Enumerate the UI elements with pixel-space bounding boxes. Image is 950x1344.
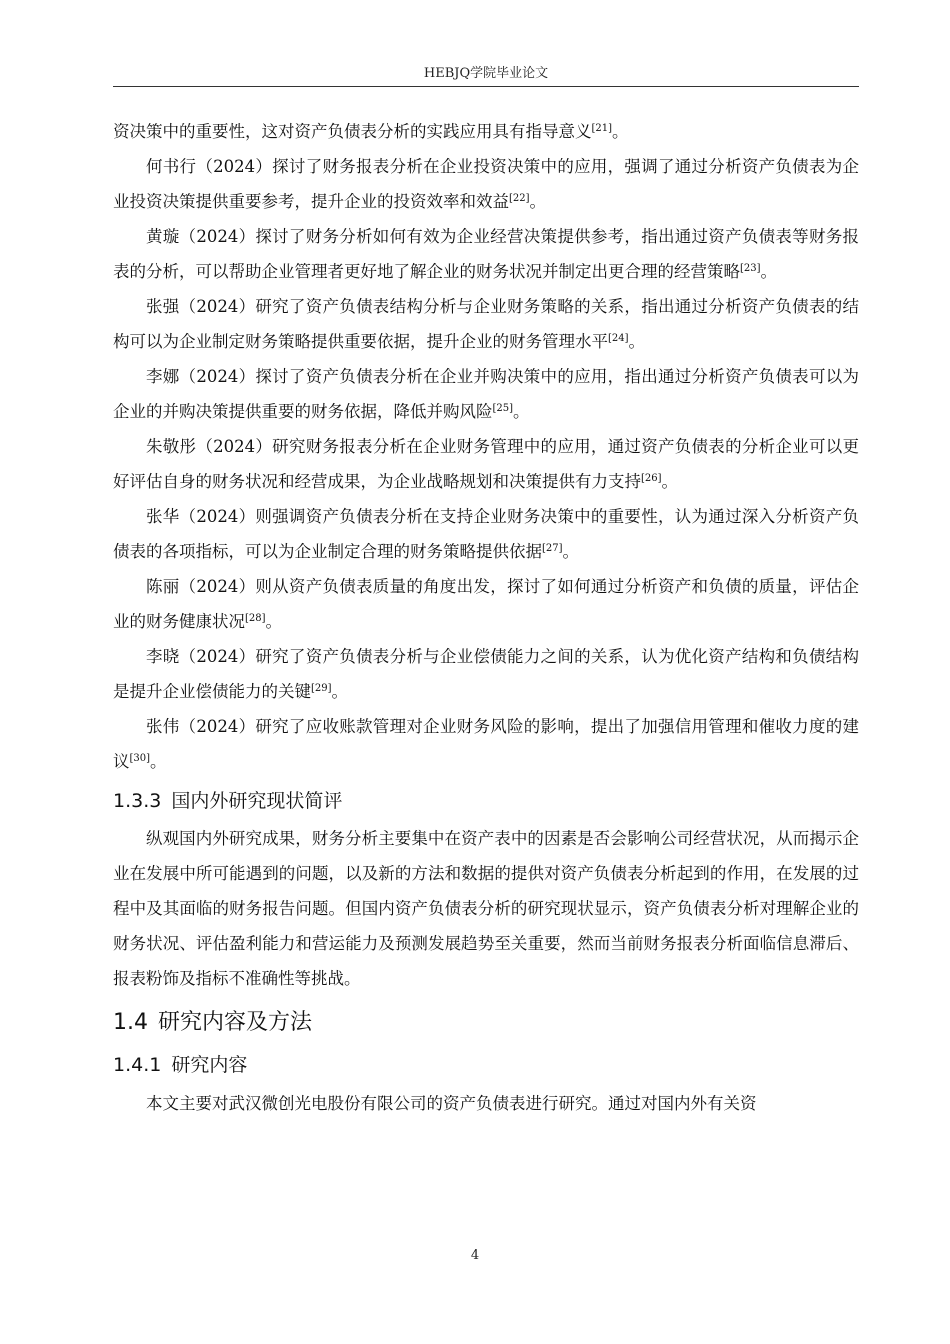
citation: [30] [129,753,151,764]
paragraph: 张华（2024）则强调资产负债表分析在支持企业财务决策中的重要性，认为通过深入分析资产负债表的各项指标，可以为企业制定合理的财务策略提供依据[27]。 [113,507,859,561]
paragraph: 本文主要对武汉微创光电股份有限公司的资产负债表进行研究。通过对国内外有关资 [146,1094,757,1113]
citation: [25] [492,403,514,414]
citation: [23] [740,263,761,274]
paragraph: 张强（2024）研究了资产负债表结构分析与企业财务策略的关系，指出通过分析资产负债表的结构可以为企业制定财务策略提供重要依据，提升企业的财务管理水平[24]。 [113,297,859,351]
paragraph: 资决策中的重要性，这对资产负债表分析的实践应用具有指导意义[21]。 [113,122,629,141]
paragraph: 李晓（2024）研究了资产负债表分析与企业偿债能力之间的关系，认为优化资产结构和负债结构是提升企业偿债能力的关键[29]。 [113,647,859,701]
paragraph: 何书行（2024）探讨了财务报表分析在企业投资决策中的应用，强调了通过分析资产负债表为企业投资决策提供重要参考，提升企业的投资效率和效益[22]。 [113,157,859,211]
citation: [24] [608,333,629,344]
paragraph: 朱敬彤（2024）研究财务报表分析在企业财务管理中的应用，通过资产负债表的分析企业可以更好评估自身的财务状况和经营成果，为企业战略规划和决策提供有力支持[26]。 [113,437,859,491]
citation: [29] [311,683,332,694]
section-heading-1-4-1: 1.4.1 研究内容 [113,1054,248,1076]
running-header: HEBJQ学院毕业论文 [423,66,549,81]
citation: [26] [641,473,662,484]
paragraph: 黄璇（2024）探讨了财务分析如何有效为企业经营决策提供参考，指出通过资产负债表等财务报表的分析，可以帮助企业管理者更好地了解企业的财务状况并制定出更合理的经营策略[23]。 [113,227,859,281]
page-number: 4 [470,1248,480,1263]
paragraph: 纵观国内外研究成果，财务分析主要集中在资产表中的因素是否会影响公司经营状况，从而揭示企业在发展中所可能遇到的问题，以及新的方法和数据的提供对资产负债表分析起到的作用，在发展的过程中及其面临的财务报告问题。但国内资产负债表分析的研究现状显示，资产负债表分析对理解企业的财务状况、评估盈利能力和营运能力及预测发展趋势至关重要，然而当前财务报表分析面临信息滞后、报表粉饰及指标不准确性等挑战。 [113,829,859,988]
citation: [27] [542,543,563,554]
citation: [28] [245,613,266,624]
header-rule [113,86,859,87]
section-heading-1-4: 1.4 研究内容及方法 [113,1010,313,1035]
paragraph: 张伟（2024）研究了应收账款管理对企业财务风险的影响，提出了加强信用管理和催收力度的建议[30]。 [113,717,859,771]
page-body [113,114,859,1121]
citation: [21] [591,123,613,134]
paragraph: 陈丽（2024）则从资产负债表质量的角度出发，探讨了如何通过分析资产和负债的质量，评估企业的财务健康状况[28]。 [113,577,859,631]
section-heading-1-3-3: 1.3.3 国内外研究现状简评 [113,790,343,812]
citation: [22] [509,193,530,204]
paragraph: 李娜（2024）探讨了资产负债表分析在企业并购决策中的应用，指出通过分析资产负债表可以为企业的并购决策提供重要的财务依据，降低并购风险[25]。 [113,367,859,421]
